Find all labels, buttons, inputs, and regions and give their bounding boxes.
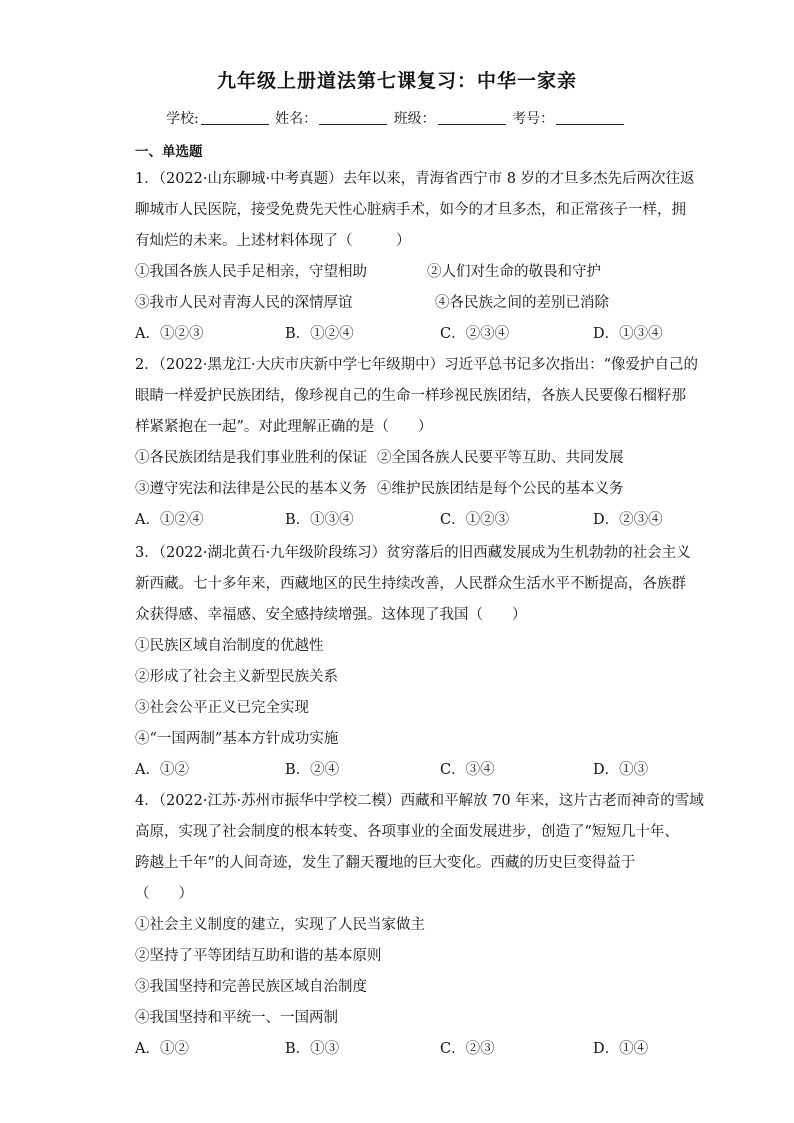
choice-a[interactable]: A．①②④ (135, 512, 204, 528)
statement-row (135, 1003, 665, 1034)
question-1 (135, 164, 695, 350)
statement: ④我国坚持和平统一、一国两制 (135, 1010, 338, 1026)
choice-d[interactable]: D．①④ (593, 1041, 649, 1057)
stem-line: 跨越上千年”的人间奇迹，发生了翻天覆地的巨大变化。西藏的历史巨变得益于 (135, 855, 636, 871)
question-stem (135, 786, 704, 910)
statement: ①社会主义制度的建立，实现了人民当家做主 (135, 917, 425, 933)
stem-line: 样紧紧抱在一起”。对此理解正确的是（ ） (135, 419, 433, 435)
number-blank[interactable] (556, 112, 624, 125)
stem-line: 新西藏。七十多年来，西藏地区的民生持续改善，人民群众生活水平不断提高，各族群 (135, 576, 686, 592)
statement: ③遵守宪法和法律是公民的基本义务 (135, 481, 367, 497)
class-blank[interactable] (438, 112, 506, 125)
stem-line: （ ） (135, 886, 193, 902)
stem-line: 众获得感、幸福感、安全感持续增强。这体现了我国（ ） (135, 607, 527, 623)
class-label: 班级： (393, 111, 436, 127)
statement: ④各民族之间的差别已消除 (435, 295, 609, 311)
choice-b[interactable]: B．①②④ (285, 326, 354, 342)
number-label: 考号： (512, 111, 555, 127)
stem-line: 聊城市人民医院，接受免费先天性心脏病手术，如今的才旦多杰，和正常孩子一样，拥 (135, 202, 686, 218)
statement-row (135, 288, 665, 319)
question-stem (135, 350, 699, 443)
question-stem (135, 538, 691, 631)
statement-row (135, 662, 665, 693)
statement-row (135, 474, 665, 505)
stem-line: 眼睛一样爱护民族团结，像珍视自己的生命一样珍视民族团结，各族人民要像石榴籽那 (135, 388, 686, 404)
school-blank[interactable] (201, 112, 269, 125)
statement-row (135, 443, 665, 474)
choice-d[interactable]: D．②③④ (593, 512, 663, 528)
choice-b[interactable]: B．①③④ (285, 512, 354, 528)
statement: ④“一国两制”基本方针成功实施 (135, 731, 339, 747)
stem-line: 高原，实现了社会制度的根本转变、各项事业的全面发展进步，创造了“短短几十年、 (135, 824, 679, 840)
choice-c[interactable]: C．③④ (440, 762, 495, 778)
choice-b[interactable]: B．①③ (285, 1041, 340, 1057)
name-blank[interactable] (319, 112, 387, 125)
choice-c[interactable]: C．②③ (440, 1041, 495, 1057)
choice-c[interactable]: C．①②③ (440, 512, 510, 528)
stem-line: 3．（2022·湖北黄石·九年级阶段练习）贫穷落后的旧西藏发展成为生机勃勃的社会主义 (135, 545, 691, 561)
statement-row (135, 941, 665, 972)
choice-b[interactable]: B．②④ (285, 762, 340, 778)
page-title: 九年级上册道法第七课复习：中华一家亲 (216, 70, 577, 92)
section-heading: 一、单选题 (135, 144, 203, 160)
statement-row (135, 724, 665, 755)
choice-c[interactable]: C．②③④ (440, 326, 510, 342)
question-4 (135, 786, 704, 1065)
statement: ②人们对生命的敬畏和守护 (427, 264, 601, 280)
stem-line: 1．（2022·山东聊城·中考真题）去年以来，青海省西宁市 8 岁的才旦多杰先后两次往返 (135, 171, 695, 187)
choice-a[interactable]: A．①② (135, 762, 189, 778)
choice-a[interactable]: A．①②③ (135, 326, 204, 342)
choice-d[interactable]: D．①③④ (593, 326, 663, 342)
statement: ②形成了社会主义新型民族关系 (135, 669, 338, 685)
student-info-line (166, 108, 646, 128)
statement-row (135, 631, 665, 662)
choice-row (135, 505, 665, 536)
stem-line: 2．（2022·黑龙江·大庆市庆新中学七年级期中）习近平总书记多次指出：“像爱护自己的 (135, 357, 699, 373)
choice-row (135, 1034, 665, 1065)
stem-line: 4．（2022·江苏·苏州市振华中学校二模）西藏和平解放 70 年来，这片古老而神奇的雪域 (135, 793, 704, 809)
choice-row (135, 755, 665, 786)
name-label: 姓名： (275, 111, 318, 127)
stem-line: 有灿烂的未来。上述材料体现了（ ） (135, 233, 411, 249)
statement-row (135, 972, 665, 1003)
statement: ①各民族团结是我们事业胜利的保证 (135, 450, 367, 466)
statement: ②全国各族人民要平等互助、共同发展 (377, 450, 624, 466)
statement: ④维护民族团结是每个公民的基本义务 (377, 481, 624, 497)
statement: ①民族区域自治制度的优越性 (135, 638, 324, 654)
statement-row (135, 910, 665, 941)
statement: ③我国坚持和完善民族区域自治制度 (135, 979, 367, 995)
statement: ②坚持了平等团结互助和谐的基本原则 (135, 948, 382, 964)
choice-d[interactable]: D．①③ (593, 762, 649, 778)
statement: ③社会公平正义已完全实现 (135, 700, 309, 716)
choice-a[interactable]: A．①② (135, 1041, 189, 1057)
statement-row (135, 257, 665, 288)
question-stem (135, 164, 695, 257)
school-label: 学校: (166, 111, 199, 127)
statement: ③我市人民对青海人民的深情厚谊 (135, 295, 353, 311)
question-2 (135, 350, 699, 536)
statement: ①我国各族人民手足相亲，守望相助 (135, 264, 367, 280)
statement-row (135, 693, 665, 724)
choice-row (135, 319, 665, 350)
question-3 (135, 538, 691, 786)
